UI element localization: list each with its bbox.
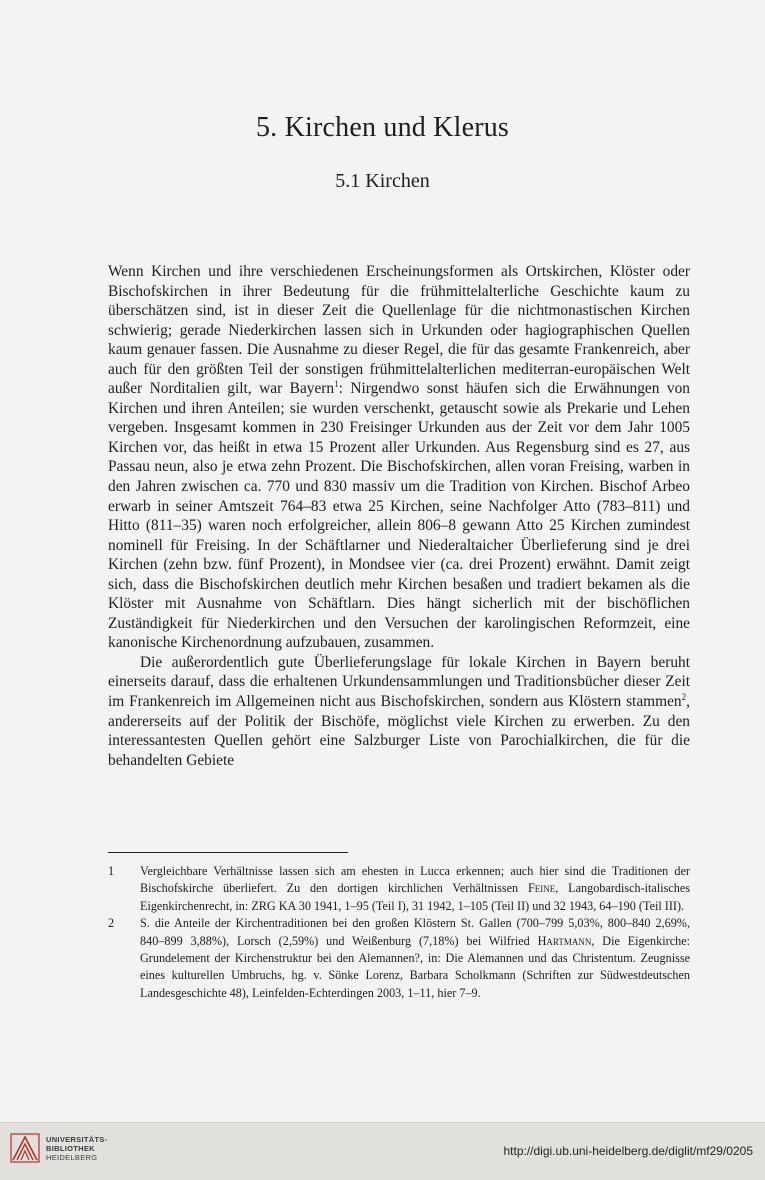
footnote-divider bbox=[108, 852, 348, 853]
paragraph bbox=[108, 653, 690, 770]
library-logo[interactable] bbox=[10, 1132, 107, 1164]
footnote-ref[interactable]: 1 bbox=[334, 379, 339, 390]
paragraph-text: , andererseits auf der Politik der Bischöfe, möglichst viele Kirchen zu erwerben. Zu den interessantesten Quellen gehört eine Salzburger Liste von Parochialkirchen, die für die behandelten Gebiete bbox=[108, 693, 690, 769]
footnote-ref[interactable]: 2 bbox=[681, 691, 687, 702]
viewer-footer-bar bbox=[0, 1122, 765, 1180]
author-name: Feine bbox=[527, 881, 556, 896]
body-text bbox=[108, 262, 690, 770]
library-name: UNIVERSITÄTS- BIBLIOTHEK HEIDELBERG bbox=[46, 1134, 108, 1162]
footnote-1 bbox=[108, 863, 690, 915]
paragraph-text: : Nirgendwo sonst häufen sich die Erwähnungen von Kirchen und ihren Anteilen; sie wurden verschenkt, getauscht sowie als Prekarie und Lehen vergeben. Insgesamt kommen in 230 Freisinger Urkunden aus der Zeit vor dem Jahr 1005 Kirchen vor, das heißt in etwa 15 Prozent aller Urkunden. Aus Regensburg sind es 27, aus Passau neun, also je etwa zehn Prozent. Die Bischofskirchen, allen voran Freising, warben in den Jahren zwischen ca. 770 und 830 massiv um die Tradition von Kirchen. Bischof Arbeo erwarb in seiner Amtszeit 764–83 etwa 25 Kirchen, seine Nachfolger Atto (783–811) und Hitto (811–35) waren noch erfolgreicher, allein 806–8 gewann Atto 25 Kirchen zumindest nominell für Freising. In der Schäftlarner und Niederaltaicher Überlieferung sind je drei Kirchen (zehn bzw. fünf Prozent), in Mondsee vier (ca. drei Prozent) erwähnt. Damit zeigt sich, dass die Bischofskirchen deutlich mehr Kirchen besaßen und tradiert bekamen als die Klöster mit Ausnahme von Schäftlarn. Dies hängt sicherlich mit der bischöflichen Zuständigkeit für Niederkirchen und den Versuchen der karolingischen Reformzeit, eine kanonische Kirchenordnung aufzubauen, zusammen. bbox=[108, 380, 691, 652]
author-name: Hartmann bbox=[537, 933, 592, 948]
page-url[interactable]: http://digi.ub.uni-heidelberg.de/diglit/mf29/0205 bbox=[503, 1144, 753, 1158]
footnote-2 bbox=[108, 915, 690, 1002]
footnote-number: 1 bbox=[108, 864, 115, 878]
section-title: 5.1 Kirchen bbox=[335, 170, 430, 192]
footnote-text: Vergleichbare Verhältnisse lassen sich am ehesten in Lucca erkennen; auch hier sind die Traditionen der Bischofskirche überliefert. Zu den dortigen kirchlichen Verhältnissen Feine, Langobardisch-italisches Eigenkirchenrecht, in: ZRG KA 30 1941, 1–95 (Teil I), 31 1942, 1–105 (Teil II) und 32 1943, 64–190 (Teil III). bbox=[140, 864, 690, 913]
footnote-number: 2 bbox=[108, 916, 115, 931]
paragraph-text: Wenn Kirchen und ihre verschiedenen Erscheinungsformen als Ortskirchen, Klöster oder Bischofskirchen in ihrer Bedeutung für die frühmittelalterliche Geschichte kaum zu überschätzen sind, ist in dieser Zeit die Quellenlage für die nichtmonastischen Kirchen schwierig; gerade Niederkirchen lassen sich in Urkunden oder hagiographischen Quellen kaum genauer fassen. Die Ausnahme zu dieser Regel, die für das gesamte Frankenreich, aber auch für den größten Teil der sonstigen frühmittelalterlichen mediterran-europäischen Welt außer Norditalien gilt, war Bayern bbox=[108, 263, 690, 398]
library-emblem-icon bbox=[10, 1132, 40, 1164]
paragraph-text: Die außerordentlich gute Überlieferungslage für lokale Kirchen in Bayern beruht einerseits darauf, dass die erhaltenen Urkundensammlungen und Traditionsbücher dieser Zeit im Frankenreich im Allgemeinen nicht aus Bischofskirchen, sondern aus Klöstern stammen bbox=[108, 653, 690, 711]
chapter-title: 5. Kirchen und Klerus bbox=[255, 112, 510, 143]
footnote-text: S. die Anteile der Kirchentraditionen bei den großen Klöstern St. Gallen (700–799 5,03%, 800–840 2,69%, 840–899 3,88%), Lorsch (2,59%) und Weißenburg (7,18%) bei Wilfried Hartmann, Die Eigenkirche: Grundelement der Kirchenstruktur bei den Alemannen?, in: Die Alemannen und das Christentum. Zeugnisse eines kulturellen Umbruchs, hg. v. Sönke Lorenz, Barbara Scholkmann (Schriften zur Südwestdeutschen Landesgeschichte 48), Leinfelden-Echterdingen 2003, 1–11, hier 7–9. bbox=[140, 916, 690, 1000]
paragraph bbox=[108, 262, 690, 653]
footnotes bbox=[108, 863, 690, 1002]
